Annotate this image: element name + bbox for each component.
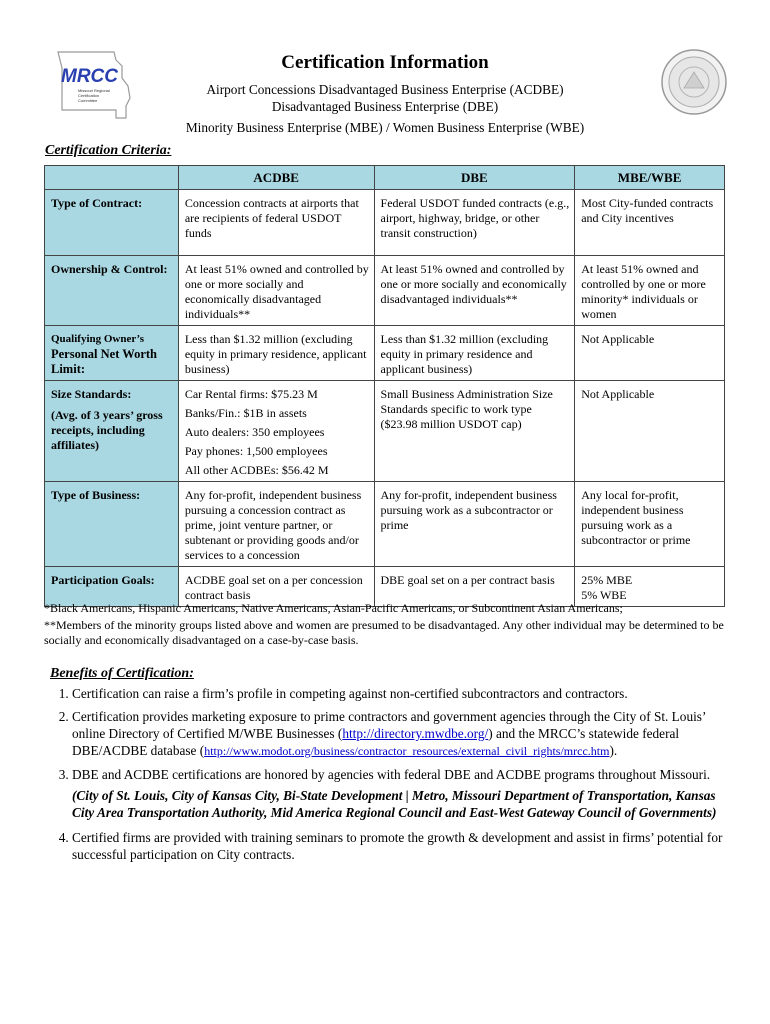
size-line: All other ACDBEs: $56.42 M bbox=[184, 463, 329, 477]
table-row bbox=[45, 256, 725, 326]
net-worth-label-top: Qualifying Owner’s bbox=[51, 333, 144, 345]
table-row bbox=[45, 190, 725, 256]
size-line: Banks/Fin.: $1B in assets bbox=[184, 406, 307, 420]
modot-link[interactable]: http://www.modot.org/business/contractor_resources/external_civil_rights/mrcc.htm bbox=[204, 744, 610, 758]
cell-dbe-ownership: At least 51% owned and controlled by one or more socially and economically disadvantaged individuals** bbox=[374, 256, 575, 326]
row-label-ownership: Ownership & Control: bbox=[45, 256, 179, 326]
table-header-row bbox=[45, 166, 725, 190]
list-item bbox=[72, 766, 734, 821]
corner-cell bbox=[45, 166, 179, 190]
row-label-size-standards bbox=[45, 381, 179, 482]
cell-acdbe-goals: ACDBE goal set on a per concession contract basis bbox=[178, 567, 374, 607]
footnotes bbox=[44, 601, 724, 650]
directory-link[interactable]: http://directory.mwdbe.org/ bbox=[342, 726, 489, 741]
cell-mbe-net-worth: Not Applicable bbox=[575, 326, 725, 381]
row-label-participation-goals: Participation Goals: bbox=[45, 567, 179, 607]
cell-mbe-ownership: At least 51% owned and controlled by one or more minority* individuals or women bbox=[575, 256, 725, 326]
svg-text:Missouri Regional Certific: Missouri Regional Certification Committee bbox=[78, 88, 110, 103]
net-worth-label-bottom: Personal Net Worth Limit: bbox=[51, 347, 158, 376]
cell-dbe-size: Small Business Administration Size Standards specific to work type ($23.98 million USDOT cap) bbox=[374, 381, 575, 482]
logo-text: MRCC bbox=[61, 66, 118, 87]
mbe-goal: 25% MBE bbox=[581, 573, 633, 587]
wbe-goal: 5% WBE bbox=[581, 588, 627, 602]
column-header-acdbe: ACDBE bbox=[178, 166, 374, 190]
row-label-type-of-business: Type of Business: bbox=[45, 482, 179, 567]
header-line-mbe-wbe: Minority Business Enterprise (MBE) / Women Business Enterprise (WBE) bbox=[185, 120, 585, 135]
cell-acdbe-ownership: At least 51% owned and controlled by one or more socially and economically disadvantaged individuals** bbox=[178, 256, 374, 326]
benefit-1-text: Certification can raise a firm’s profile in competing against non-certified subcontractors and contractors. bbox=[72, 686, 628, 701]
cell-mbe-contract: Most City-funded contracts and City incentives bbox=[575, 190, 725, 256]
cell-acdbe-business: Any for-profit, independent business pursuing a concession contract as prime, joint venture partner, or subtenant or providing goods and/or services to a concession bbox=[178, 482, 374, 567]
size-line: Pay phones: 1,500 employees bbox=[184, 444, 328, 458]
cell-dbe-goals: DBE goal set on a per contract basis bbox=[374, 567, 575, 607]
benefits-list bbox=[44, 685, 734, 863]
benefit-2-text-a: Certification provides marketing exposure to prime contractors and government agencies through the City of St. Louis’ online Directory of Certified M/WBE Businesses ( bbox=[72, 709, 706, 741]
row-label-type-of-contract: Type of Contract: bbox=[45, 190, 179, 256]
cell-mbe-size: Not Applicable bbox=[575, 381, 725, 482]
footnote-disadvantaged: **Members of the minority groups listed above and women are presumed to be disadvantaged. Any other individual may be determined to be socially and economically disadvantaged on a case-by-case basis. bbox=[44, 618, 724, 647]
page-title: Certification Information bbox=[281, 52, 489, 73]
header-line-dbe: Disadvantaged Business Enterprise (DBE) bbox=[271, 99, 499, 114]
criteria-heading: Certification Criteria: bbox=[45, 143, 172, 158]
cell-mbe-business: Any local for-profit, independent business pursuing work as a subcontractor or prime bbox=[575, 482, 725, 567]
benefit-2-text-b: ) and the MRCC’s statewide federal DBE/ACDBE database ( bbox=[72, 726, 680, 758]
benefits-section bbox=[44, 685, 734, 869]
cell-dbe-business: Any for-profit, independent business pursuing work as a subcontractor or prime bbox=[374, 482, 575, 567]
agencies-list: (City of St. Louis, City of Kansas City, Bi-State Development | Metro, Missouri Department of Transportation, Kansas City Area Transportation Authority, Mid America Regional Council and East-West Gateway Council of Governments) bbox=[72, 788, 717, 820]
column-header-dbe: DBE bbox=[374, 166, 575, 190]
cell-acdbe-contract: Concession contracts at airports that are recipients of federal USDOT funds bbox=[178, 190, 374, 256]
benefit-2-text-c: ). bbox=[609, 743, 618, 758]
row-label-net-worth bbox=[45, 326, 179, 381]
table-row bbox=[45, 326, 725, 381]
size-label: Size Standards: bbox=[51, 387, 132, 401]
table-row bbox=[45, 482, 725, 567]
list-item bbox=[72, 685, 734, 702]
size-line: Car Rental firms: $75.23 M bbox=[184, 387, 318, 401]
footnote-minority: *Black Americans, Hispanic Americans, Native Americans, Asian-Pacific Americans, or Subcontinent Asian Americans; bbox=[44, 601, 623, 615]
cell-dbe-net-worth: Less than $1.32 million (excluding equity in primary residence and applicant business) bbox=[374, 326, 575, 381]
cell-acdbe-net-worth: Less than $1.32 million (excluding equity in primary residence, applicant business) bbox=[178, 326, 374, 381]
list-item bbox=[72, 708, 734, 760]
criteria-table bbox=[44, 165, 725, 607]
size-line: Auto dealers: 350 employees bbox=[184, 425, 325, 439]
column-header-mbe-wbe: MBE/WBE bbox=[575, 166, 725, 190]
cell-dbe-contract: Federal USDOT funded contracts (e.g., airport, highway, bridge, or other transit construction) bbox=[374, 190, 575, 256]
list-item bbox=[72, 829, 734, 863]
document-header bbox=[0, 52, 770, 136]
header-line-acdbe: Airport Concessions Disadvantaged Business Enterprise (ACDBE) bbox=[206, 82, 564, 97]
benefit-4-text: Certified firms are provided with training seminars to promote the growth & development and assist in firms’ potential for successful participation on City contracts. bbox=[72, 830, 723, 862]
table-row bbox=[45, 381, 725, 482]
size-sublabel: (Avg. of 3 years’ gross receipts, including affiliates) bbox=[51, 408, 163, 452]
benefit-3-text: DBE and ACDBE certifications are honored by agencies with federal DBE and ACDBE programs throughout Missouri. bbox=[72, 767, 711, 782]
cell-acdbe-size bbox=[178, 381, 374, 482]
benefits-heading: Benefits of Certification: bbox=[50, 666, 194, 681]
